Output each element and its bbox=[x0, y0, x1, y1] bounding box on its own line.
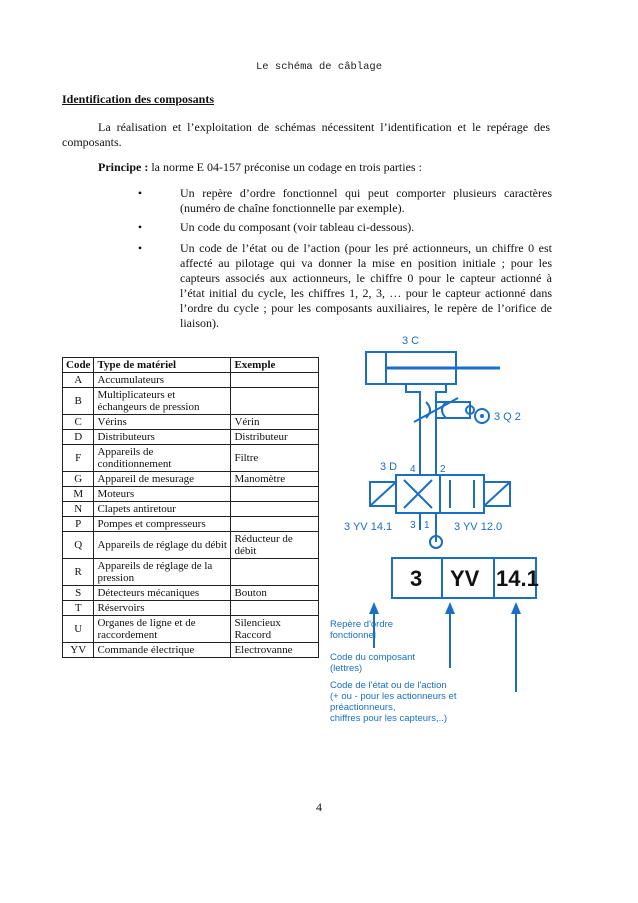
cell-type: Pompes et compresseurs bbox=[94, 517, 231, 532]
cell-code: C bbox=[63, 415, 94, 430]
line-to-port-4 bbox=[406, 384, 420, 475]
column-header-example: Exemple bbox=[231, 358, 319, 373]
legend-texts bbox=[330, 619, 457, 724]
principe-label: Principe : bbox=[98, 160, 149, 174]
cell-code: F bbox=[63, 445, 94, 472]
cell-type: Appareils de conditionnement bbox=[94, 445, 231, 472]
component-code-table bbox=[62, 357, 319, 658]
cell-example: Réducteur de débit bbox=[231, 532, 319, 559]
legend-3-line-4: chiffres pour les capteurs,..) bbox=[330, 713, 448, 724]
legend-1-line-1: Repère d'ordre bbox=[330, 619, 394, 630]
legend-2-line-2: (lettres) bbox=[330, 663, 363, 674]
cell-type: Détecteurs mécaniques bbox=[94, 586, 231, 601]
cell-code: D bbox=[63, 430, 94, 445]
bullet-item bbox=[134, 220, 552, 235]
bullet-item bbox=[134, 186, 552, 216]
table-row bbox=[63, 415, 319, 430]
cell-type: Accumulateurs bbox=[94, 373, 231, 388]
cell-code: G bbox=[63, 472, 94, 487]
bullet-list bbox=[134, 186, 552, 335]
cell-code: T bbox=[63, 601, 94, 616]
cell-type: Moteurs bbox=[94, 487, 231, 502]
legend-3-line-1: Code de l'état ou de l'action bbox=[330, 680, 447, 691]
cylinder-label: 3 C bbox=[402, 335, 420, 347]
cell-example: Manomètre bbox=[231, 472, 319, 487]
hydraulic-diagram bbox=[330, 330, 570, 750]
legend-3-line-2: (+ ou - pour les actionneurs et bbox=[330, 691, 457, 702]
cell-type: Appareils de réglage du débit bbox=[94, 532, 231, 559]
column-header-type: Type de matériel bbox=[94, 358, 231, 373]
cell-type: Organes de ligne et de raccordement bbox=[94, 616, 231, 643]
cell-type: Commande électrique bbox=[94, 643, 231, 658]
arrow-1-head bbox=[369, 602, 379, 614]
table-row bbox=[63, 373, 319, 388]
table-row bbox=[63, 601, 319, 616]
valve-box-right bbox=[440, 475, 484, 513]
cell-example bbox=[231, 388, 319, 415]
cell-type: Vérins bbox=[94, 415, 231, 430]
cell-code: R bbox=[63, 559, 94, 586]
cell-code: M bbox=[63, 487, 94, 502]
bullet-item bbox=[134, 241, 552, 331]
table-row bbox=[63, 430, 319, 445]
bullet-dot-icon: • bbox=[137, 241, 143, 255]
column-header-code: Code bbox=[63, 358, 94, 373]
cell-example bbox=[231, 559, 319, 586]
intro-paragraph: La réalisation et l’exploitation de schémas nécessitent l’identification et le repérage des composants. bbox=[62, 120, 550, 149]
cell-type: Appareils de réglage de la pression bbox=[94, 559, 231, 586]
table-row bbox=[63, 502, 319, 517]
legend-1-line-2: fonctionnel bbox=[330, 630, 376, 641]
table-row bbox=[63, 487, 319, 502]
sensor-3q2-dot bbox=[480, 414, 484, 418]
cell-code: A bbox=[63, 373, 94, 388]
arrow-3-head bbox=[511, 602, 521, 614]
table-row bbox=[63, 472, 319, 487]
section-title: Identification des composants bbox=[62, 92, 215, 106]
table-body bbox=[63, 373, 319, 658]
cell-type: Appareil de mesurage bbox=[94, 472, 231, 487]
table-row bbox=[63, 616, 319, 643]
table-row bbox=[63, 517, 319, 532]
cell-code: U bbox=[63, 616, 94, 643]
cell-type: Clapets antiretour bbox=[94, 502, 231, 517]
table-row bbox=[63, 559, 319, 586]
cell-code: B bbox=[63, 388, 94, 415]
port-4-label: 4 bbox=[410, 464, 416, 475]
cell-type: Multiplicateurs et échangeurs de pression bbox=[94, 388, 231, 415]
bullet-text: Un code du composant (voir tableau ci-dessous). bbox=[180, 220, 415, 234]
page-header: Le schéma de câblage bbox=[255, 61, 383, 73]
cell-example bbox=[231, 487, 319, 502]
table-header-row bbox=[63, 358, 319, 373]
port-3-label: 3 bbox=[410, 520, 416, 531]
table-row bbox=[63, 445, 319, 472]
code-part-2: YV bbox=[450, 566, 480, 591]
bullet-text: Un repère d’ordre fonctionnel qui peut comporter plusieurs caractères (numéro de chaîne fonctionnelle par exemple). bbox=[180, 186, 552, 215]
table-row bbox=[63, 643, 319, 658]
cell-code: N bbox=[63, 502, 94, 517]
legend-3-line-3: préactionneurs, bbox=[330, 702, 396, 713]
code-part-1: 3 bbox=[410, 566, 423, 591]
cell-example: Silencieux Raccord bbox=[231, 616, 319, 643]
arrow-2-head bbox=[445, 602, 455, 614]
cell-example: Vérin bbox=[231, 415, 319, 430]
bullet-text: Un code de l’état ou de l’action (pour les pré actionneurs, un chiffre 0 est affecté au pilotage qui va donner la mise en position initiale ; pour les capteurs associés aux actionneurs, le chiffre 0 pour le capteur actionné à l’état initial du cycle, les chiffres 1, 2, 3, … pour le capteur actionné dans l’ordre du cycle ; pour les composants auxiliaires, le repère de l’orifice de liaison). bbox=[180, 241, 552, 330]
port-2-label: 2 bbox=[440, 464, 446, 475]
table-row bbox=[63, 388, 319, 415]
cell-code: S bbox=[63, 586, 94, 601]
cell-example bbox=[231, 517, 319, 532]
code-part-3: 14.1 bbox=[496, 566, 539, 591]
bullet-dot-icon: • bbox=[137, 220, 143, 234]
valve-label: 3 D bbox=[380, 461, 398, 473]
cell-example: Filtre bbox=[231, 445, 319, 472]
coil-left-label: 3 YV 14.1 bbox=[344, 521, 393, 533]
page-number: 4 bbox=[316, 800, 322, 814]
table-row bbox=[63, 586, 319, 601]
cell-type: Distributeurs bbox=[94, 430, 231, 445]
bullet-dot-icon: • bbox=[137, 186, 143, 200]
cell-example bbox=[231, 502, 319, 517]
table-row bbox=[63, 532, 319, 559]
cell-example bbox=[231, 373, 319, 388]
cell-example: Distributeur bbox=[231, 430, 319, 445]
legend-2-line-1: Code du composant bbox=[330, 652, 416, 663]
cell-code: Q bbox=[63, 532, 94, 559]
line-to-port-2 bbox=[436, 384, 446, 475]
cell-code: YV bbox=[63, 643, 94, 658]
cell-example bbox=[231, 601, 319, 616]
principe-text: la norme E 04-157 préconise un codage en trois parties : bbox=[151, 160, 422, 174]
cell-type: Réservoirs bbox=[94, 601, 231, 616]
cell-example: Bouton bbox=[231, 586, 319, 601]
principe-line bbox=[98, 160, 422, 175]
flow-label: 3 Q 2 bbox=[494, 411, 521, 423]
port-1-label: 1 bbox=[424, 520, 430, 531]
cell-code: P bbox=[63, 517, 94, 532]
cell-example: Electrovanne bbox=[231, 643, 319, 658]
coil-right-label: 3 YV 12.0 bbox=[454, 521, 503, 533]
